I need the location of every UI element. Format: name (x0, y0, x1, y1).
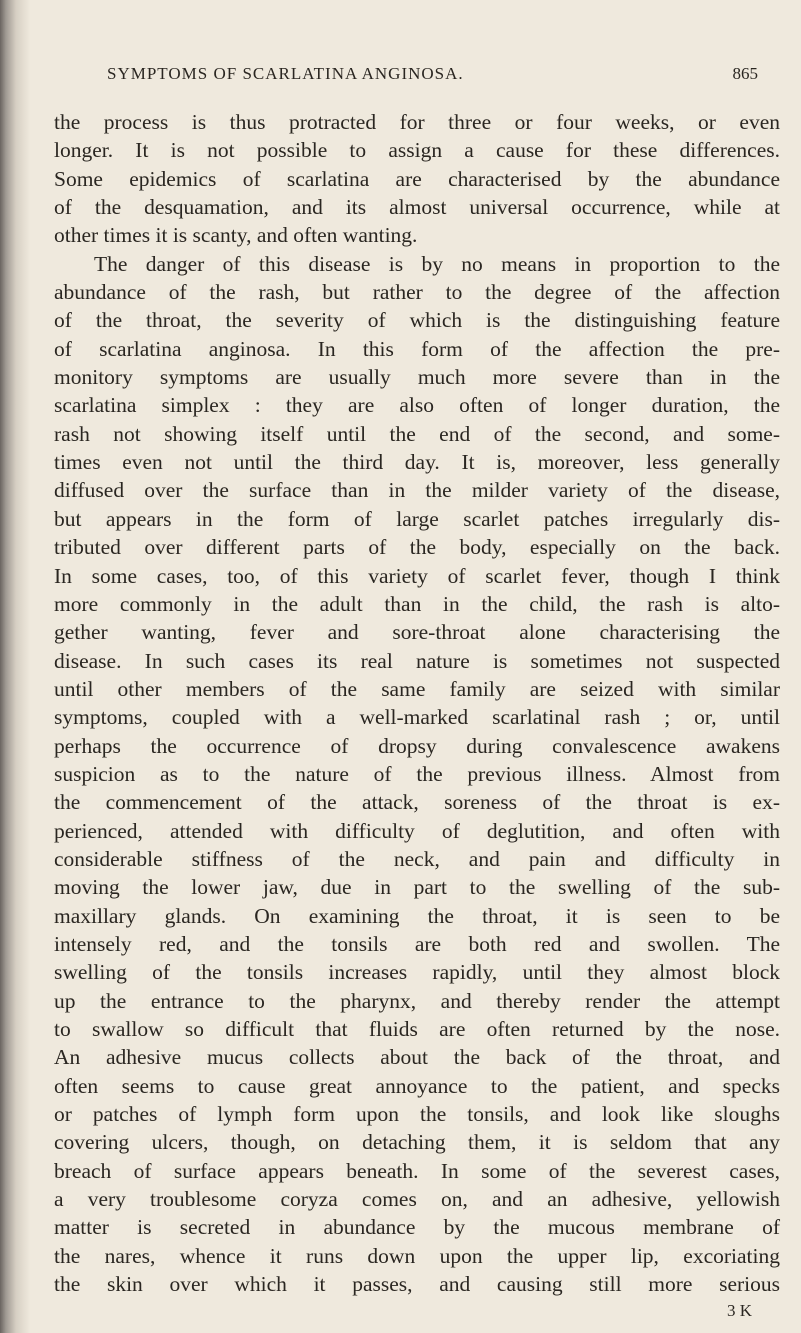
text-line: In some cases, too, of this variety of scarlet fever, though I think (54, 563, 780, 588)
text-line: until other members of the same family are seized with similar (54, 676, 780, 701)
text-line: but appears in the form of large scarlet patches irregularly dis- (54, 506, 780, 531)
text-line: of scarlatina anginosa. In this form of the affection the pre- (54, 336, 780, 361)
text-line: a very troublesome coryza comes on, and an adhesive, yellowish (54, 1187, 780, 1212)
text-line: longer. It is not possible to assign a cause for these differences. (54, 138, 780, 163)
text-line: or patches of lymph form upon the tonsils, and look like sloughs (54, 1102, 780, 1127)
body-text (40, 108, 780, 1298)
text-line: perhaps the occurrence of dropsy during convalescence awakens (54, 733, 780, 758)
text-line: abundance of the rash, but rather to the degree of the affection (54, 280, 780, 305)
text-line: symptoms, coupled with a well-marked scarlatinal rash ; or, until (54, 705, 780, 730)
text-line: maxillary glands. On examining the throat, it is seen to be (54, 903, 780, 928)
text-line: the skin over which it passes, and causing still more serious (54, 1272, 780, 1297)
text-line: The danger of this disease is by no means in proportion to the (94, 251, 780, 276)
text-line: swelling of the tonsils increases rapidly, until they almost block (54, 960, 780, 985)
text-line: up the entrance to the pharynx, and thereby render the attempt (54, 988, 780, 1013)
text-line: the process is thus protracted for three or four weeks, or even (54, 110, 780, 134)
text-line: times even not until the third day. It is, moreover, less generally (54, 450, 780, 475)
page-number: 865 (732, 64, 758, 83)
text-line: suspicion as to the nature of the previous illness. Almost from (54, 761, 780, 786)
text-line: often seems to cause great annoyance to the patient, and specks (54, 1073, 780, 1098)
text-line: intensely red, and the tonsils are both red and swollen. The (54, 931, 780, 956)
text-line: gether wanting, fever and sore-throat alone characterising the (54, 620, 780, 645)
printer-signature-mark: 3 K (727, 1301, 753, 1320)
text-line: of the desquamation, and its almost universal occurrence, while at (54, 195, 780, 220)
text-line: Some epidemics of scarlatina are characterised by the abundance (54, 166, 780, 191)
book-page (40, 0, 780, 1333)
text-line: moving the lower jaw, due in part to the swelling of the sub- (54, 875, 780, 900)
text-line: diffused over the surface than in the milder variety of the disease, (54, 478, 780, 503)
text-line: considerable stiffness of the neck, and pain and difficulty in (54, 846, 780, 871)
text-line: disease. In such cases its real nature is sometimes not suspected (54, 648, 780, 673)
book-binding-edge (0, 0, 30, 1333)
text-line: perienced, attended with difficulty of deglutition, and often with (54, 818, 780, 843)
text-line: breach of surface appears beneath. In some of the severest cases, (54, 1158, 780, 1183)
text-line: An adhesive mucus collects about the back of the throat, and (54, 1045, 780, 1070)
text-line: to swallow so difficult that fluids are often returned by the nose. (54, 1017, 780, 1041)
running-title: SYMPTOMS OF SCARLATINA ANGINOSA. (107, 64, 464, 83)
text-line: matter is secreted in abundance by the mucous membrane of (54, 1215, 780, 1240)
text-line: other times it is scanty, and often wanting. (54, 223, 418, 248)
text-line: rash not showing itself until the end of the second, and some- (54, 421, 780, 446)
text-line: monitory symptoms are usually much more severe than in the (54, 365, 780, 390)
text-line: more commonly in the adult than in the child, the rash is alto- (54, 591, 780, 616)
running-head (107, 64, 758, 90)
text-line: scarlatina simplex : they are also often of longer duration, the (54, 393, 780, 418)
text-line: of the throat, the severity of which is the distinguishing feature (54, 308, 780, 333)
text-line: tributed over different parts of the body, especially on the back. (54, 535, 780, 560)
text-line: covering ulcers, though, on detaching them, it is seldom that any (54, 1130, 780, 1155)
text-line: the nares, whence it runs down upon the upper lip, excoriating (54, 1243, 780, 1268)
text-line: the commencement of the attack, soreness of the throat is ex- (54, 790, 780, 815)
